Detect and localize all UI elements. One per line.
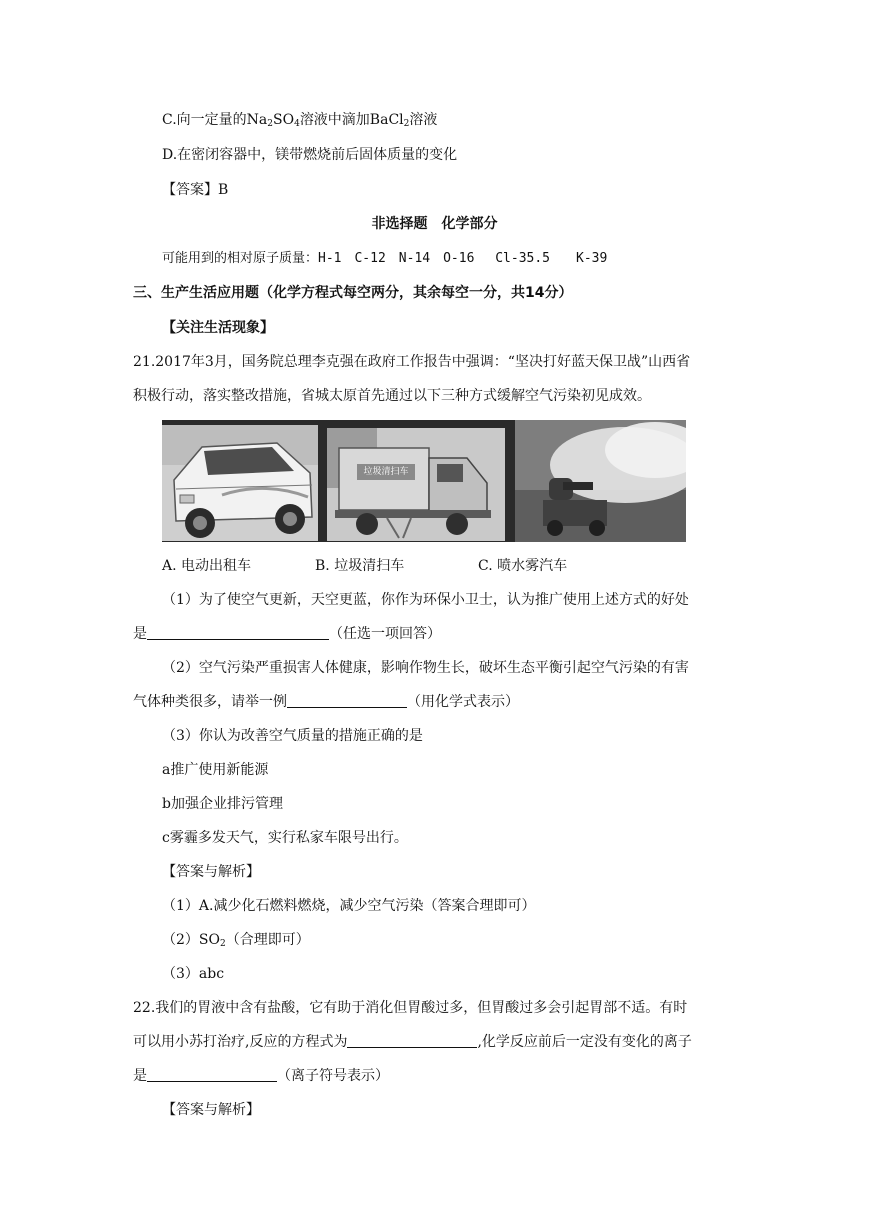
caption-c: C. 喷水雾汽车 [478, 558, 568, 574]
q20-answer: 【答案】B [162, 182, 229, 198]
q21-answer-2: $(2)SO_2$（合理即可） [162, 932, 310, 949]
caption-b: B. 垃圾清扫车 [315, 558, 405, 574]
answer-blank[interactable] [147, 1067, 277, 1082]
q21-sub2-line1: （2）空气污染严重损害人体健康，影响作物生长，破坏生态平衡引起空气污染的有害 [162, 660, 689, 676]
answer-blank[interactable] [147, 625, 329, 640]
q21-answer-heading: 【答案与解析】 [162, 864, 260, 880]
q22-stem-line3: 是 （离子符号表示） [133, 1068, 389, 1084]
q20-option-d: D.在密闭容器中，镁带燃烧前后固体质量的变化 [162, 147, 458, 163]
sweeper-truck-photo [327, 428, 505, 541]
q21-stem-line1: 21.2017年3月，国务院总理李克强在政府工作报告中强调：“坚决打好蓝天保卫战”山西省 [133, 354, 691, 370]
q22-stem-line1: 22.我们的胃液中含有盐酸，它有助于消化但胃酸过多，但胃酸过多会引起胃部不适。有时 [133, 1000, 688, 1016]
q21-answer-3: （3）abc [162, 966, 225, 982]
q22-answer-heading: 【答案与解析】 [162, 1102, 260, 1118]
sweeper-truck-sign: 垃圾清扫车 [363, 467, 409, 477]
mist-vehicle-photo [515, 420, 686, 542]
part3-heading: 三、生产生活应用题（化学方程式每空两分，其余每空一分，共14分） [133, 285, 573, 301]
caption-a: A. 电动出租车 [162, 558, 252, 574]
q21-sub1-line1: （1）为了使空气更新，天空更蓝，你作为环保小卫士，认为推广使用上述方式的好处 [162, 592, 689, 608]
atomic-masses: 可能用到的相对原子质量：H-1 C-12 N-14 O-16 Cl-35.5 K-39 [162, 251, 608, 266]
q21-answer-1: （1）A.减少化石燃料燃烧，减少空气污染（答案合理即可） [162, 898, 536, 914]
q20-option-c: C.向一定量的$Na_2SO_4$溶液中滴加BaCl$_2$溶液 [162, 112, 438, 129]
q21-choice-a: a推广使用新能源 [162, 762, 269, 778]
q21-choice-b: b加强企业排污管理 [162, 796, 283, 812]
q21-sub2-line2: 气体种类很多，请举一例 （用化学式表示） [133, 694, 519, 710]
q21-sub3: （3）你认为改善空气质量的措施正确的是 [162, 728, 423, 744]
electric-taxi-photo [162, 425, 318, 541]
q21-sub1-line2: 是 （任选一项回答） [133, 626, 441, 642]
answer-blank[interactable] [287, 693, 407, 708]
q21-choice-c: c雾霾多发天气，实行私家车限号出行。 [162, 830, 408, 846]
q21-stem-line2: 积极行动，落实整改措施，省城太原首先通过以下三种方式缓解空气污染初见成效。 [133, 388, 651, 404]
answer-blank[interactable] [347, 1033, 477, 1048]
section-title: 非选择题 化学部分 [371, 216, 498, 232]
life-phenomena-subheading: 【关注生活现象】 [162, 320, 274, 336]
photo-strip [162, 420, 686, 542]
q22-stem-line2: 可以用小苏打治疗,反应的方程式为 ,化学反应前后一定没有变化的离子 [133, 1034, 692, 1050]
